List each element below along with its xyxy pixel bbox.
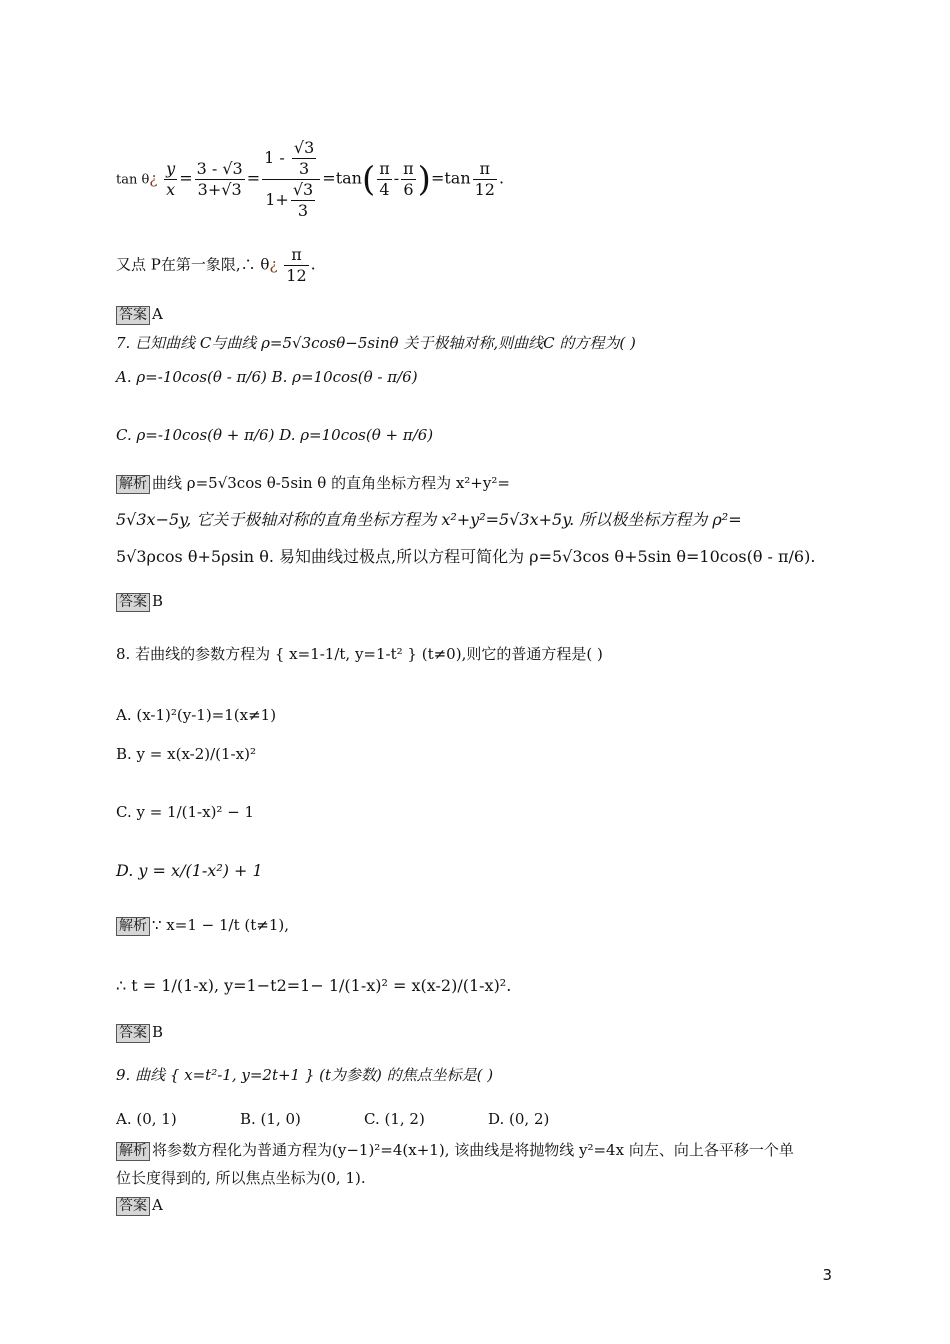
question-7-ab [116,368,418,386]
question-7 [116,332,636,353]
answer-8 [116,1023,163,1043]
answer-value: B [152,592,164,610]
question-9-option-d: D. (0, 2) [488,1110,550,1128]
unknown-glyph: ¿ [269,255,278,274]
quadrant-text: 又点 P在第一象限,∴ θ [116,255,270,274]
answer-tag: 答案 [116,306,150,325]
tan-theta-label: tan θ [116,172,150,188]
question-7-options-cd: C. ρ=-10cos(θ + π/6) D. ρ=10cos(θ + π/6) [116,426,434,444]
solution-9-text-2: 位长度得到的, 所以焦点坐标为(0, 1). [116,1169,366,1187]
question-8 [116,643,603,664]
question-8-b [116,745,256,763]
question-7-cd [116,426,433,444]
solution-tag: 解析 [116,1142,150,1161]
question-8-option-c: C. y = 1/(1-x)² − 1 [116,803,255,821]
question-9-text: 9. 曲线 { x=t²-1, y=2t+1 } (t为参数) 的焦点坐标是( ) [116,1066,494,1084]
question-8-option-a: A. (x-1)²(y-1)=1(x≠1) [116,706,277,724]
quadrant-line: 又点 P在第一象限,∴ θ¿ $\frac{\pi}{12}$ . [116,245,316,285]
answer-tag: 答案 [116,1197,150,1216]
solution-8-text-1: ∵ x=1 − 1/t (t≠1), [152,916,289,934]
solution-9-line-2 [116,1167,366,1188]
pi-over-4: $\frac{\pi}{4}$ [379,159,390,199]
solution-9-line-1 [116,1139,794,1161]
solution-7-text-1: 曲线 ρ=5√3cos θ-5sin θ 的直角坐标方程为 x²+y²= [152,474,510,492]
question-8-option-d: D. y = x/(1-x²) + 1 [116,861,263,880]
answer-value: B [152,1023,164,1041]
frac-complex: 1 - $\frac{√3}{3}$ 1+ $\frac{√3}{3}$ [262,138,320,221]
pi-over-12: $\frac{\pi}{12}$ [474,159,495,199]
solution-tag: 解析 [116,917,150,936]
pi-over-12-b: $\frac{\pi}{12}$ [286,245,307,285]
question-9-option-c: C. (1, 2) [364,1110,425,1128]
question-8-c [116,803,254,821]
solution-7-line-3 [116,544,815,567]
question-8-option-b: B. y = x(x-2)/(1-x)² [116,745,256,763]
answer-value: A [152,305,163,323]
question-8-text: 8. 若曲线的参数方程为 { x=1-1/t, y=1-t² } (t≠0),则它的普通方程是( ) [116,645,603,663]
question-8-a [116,706,276,724]
answer-9 [116,1196,163,1216]
solution-7-line-1 [116,472,510,494]
solution-9-text-1: 将参数方程化为普通方程为(y−1)²=4(x+1), 该曲线是将抛物线 y²=4x 向左、向上各平移一个单 [152,1141,794,1159]
tan-theta-formula: tan θ¿ $\frac{y}{x}$ = $\frac{3 - √3}{3+√3}$ = 1 - $\frac{√3}{3}$ 1+ $\frac{√3}{3}$ =tan( $\frac{\pi}{4}$ - $\frac{\pi}{6}$ )=tan $\frac{\pi}{12}$ . [116,138,505,220]
solution-8-text-2: ∴ t = 1/(1-x), y=1−t2=1− 1/(1-x)² = x(x-2)/(1-x)². [116,976,512,995]
question-9 [116,1064,493,1085]
solution-tag: 解析 [116,475,150,494]
pi-over-6: $\frac{\pi}{6}$ [403,159,414,199]
question-8-d [116,861,263,880]
unknown-glyph: ¿ [149,169,158,188]
answer-tag: 答案 [116,593,150,612]
question-7-options-ab: A. ρ=-10cos(θ - π/6) B. ρ=10cos(θ - π/6) [116,368,418,386]
frac-3-sqrt3: $\frac{3 - √3}{3+√3}$ [196,159,243,199]
answer-1 [116,305,163,325]
question-9-option-b: B. (1, 0) [240,1110,301,1128]
solution-7-text-2: 5√3x−5y, 它关于极轴对称的直角坐标方程为 x²+y²=5√3x+5y. 所以极坐标方程为 ρ²= [116,510,742,529]
solution-8-line-2 [116,976,511,995]
answer-7 [116,592,163,612]
solution-7-text-3: 5√3ρcos θ+5ρsin θ. 易知曲线过极点,所以方程可简化为 ρ=5√3cos θ+5sin θ=10cos(θ - π/6). [116,547,816,566]
solution-7-line-2 [116,507,742,530]
question-9-option-a: A. (0, 1) [116,1110,177,1128]
question-9-options [116,1110,612,1128]
y-over-x: $\frac{y}{x}$ [166,159,176,199]
solution-8-line-1 [116,916,289,936]
answer-value: A [152,1196,163,1214]
answer-tag: 答案 [116,1024,150,1043]
page-number: 3 [822,1266,832,1284]
question-7-text: 7. 已知曲线 C与曲线 ρ=5√3cosθ−5sinθ 关于极轴对称,则曲线C 的方程为( ) [116,334,636,352]
